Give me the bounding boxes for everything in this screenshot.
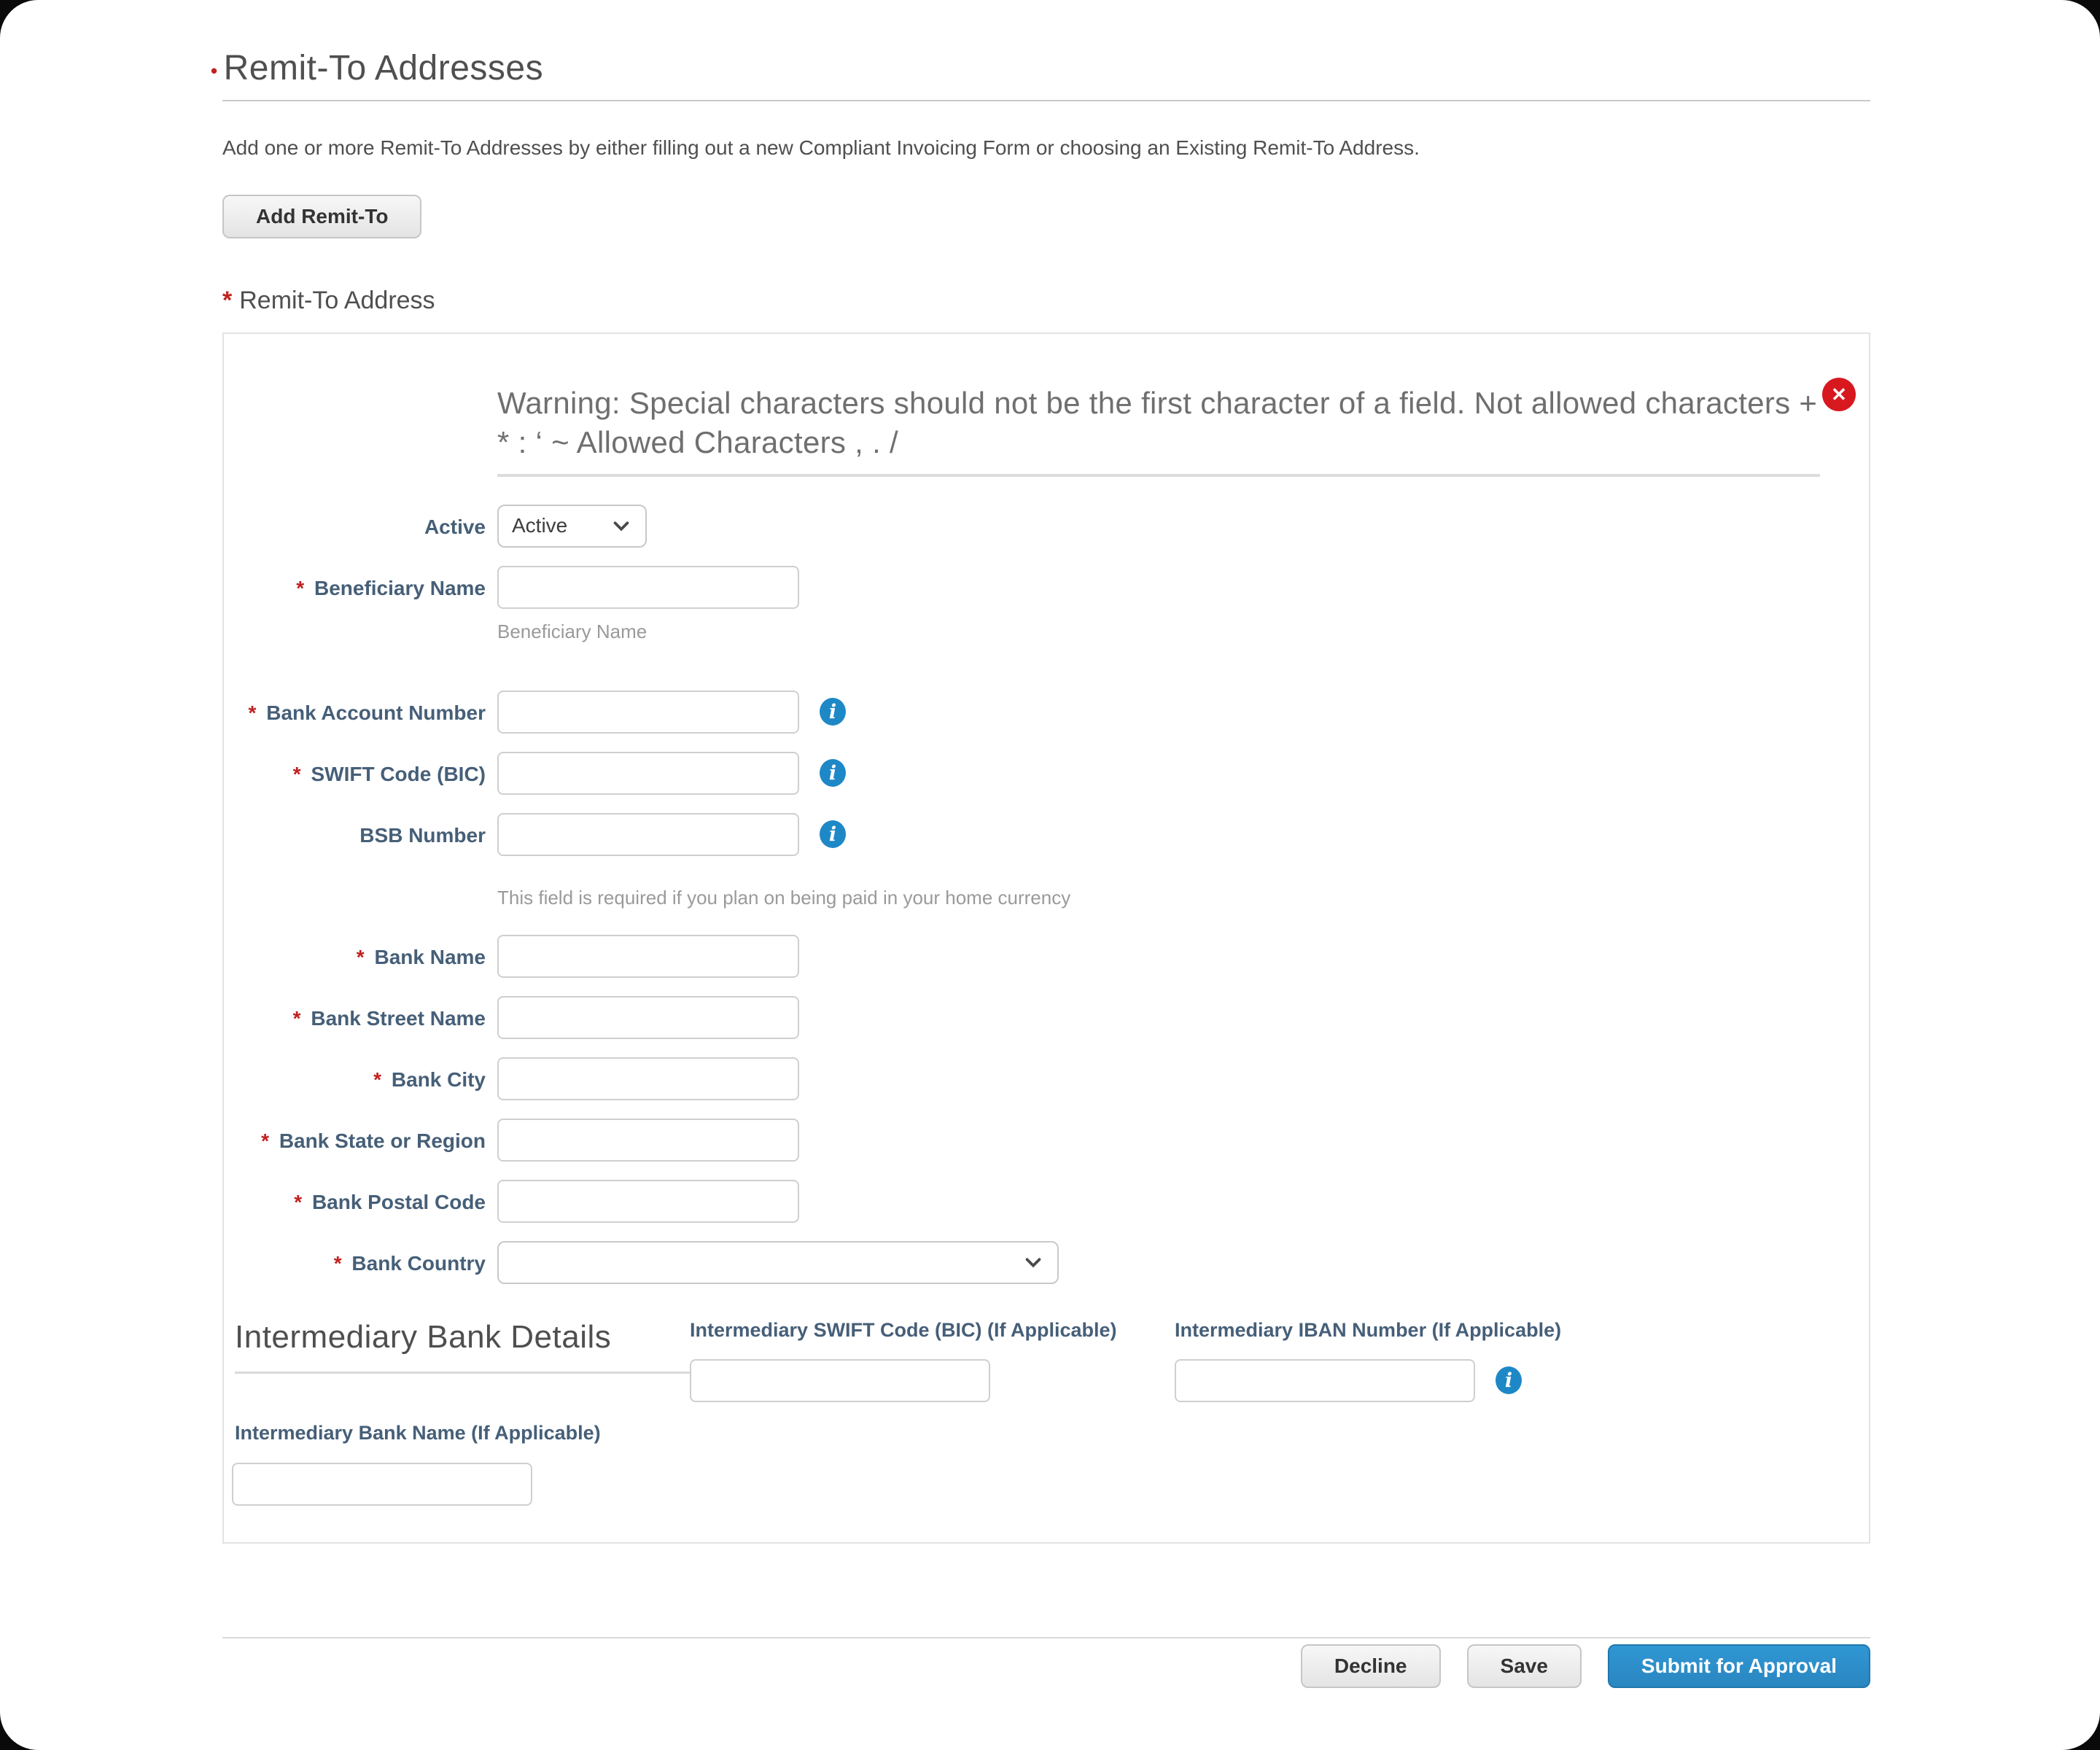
form-row-bsb-number <box>224 813 1869 909</box>
active-select-value: Active <box>512 514 568 537</box>
intermediary-swift-input[interactable] <box>690 1359 990 1402</box>
form-row-bank-state <box>224 1119 1869 1162</box>
required-dot-icon: • <box>211 59 218 82</box>
required-asterisk: * <box>292 762 301 785</box>
bank-name-input[interactable] <box>497 935 799 978</box>
bank-city-label: * Bank City <box>373 1068 486 1091</box>
intermediary-bank-name-label: Intermediary Bank Name (If Applicable) <box>235 1421 601 1444</box>
required-asterisk: * <box>261 1129 270 1152</box>
intermediary-swift-label: Intermediary SWIFT Code (BIC) (If Applicable) <box>690 1318 1117 1341</box>
warning-message: Warning: Special characters should not be the first character of a field. Not allowed characters + * : ‘ ~ Allowed Characters , . / <box>497 334 1820 477</box>
bank-country-select[interactable] <box>497 1241 1059 1284</box>
bank-state-input[interactable] <box>497 1119 799 1162</box>
active-label: Active <box>424 515 486 538</box>
intermediary-section <box>235 1319 1869 1402</box>
bank-account-number-input[interactable] <box>497 691 799 734</box>
form-row-bank-country <box>224 1241 1869 1284</box>
section-title <box>222 287 1870 315</box>
bsb-number-input[interactable] <box>497 813 799 856</box>
info-icon[interactable]: i <box>820 820 846 848</box>
page-description: Add one or more Remit-To Addresses by either filling out a new Compliant Invoicing Form or choosing an Existing Remit-To Address. <box>222 136 1420 159</box>
chevron-down-icon <box>1022 1251 1044 1273</box>
form-row-bank-street-name <box>224 996 1869 1039</box>
info-icon[interactable]: i <box>820 759 846 787</box>
bank-postal-code-input[interactable] <box>497 1180 799 1223</box>
intermediary-iban-input[interactable] <box>1175 1359 1475 1402</box>
bank-account-number-label: * Bank Account Number <box>248 701 486 724</box>
required-asterisk: * <box>222 287 233 314</box>
beneficiary-name-label: * Beneficiary Name <box>296 576 486 599</box>
close-icon: ✕ <box>1831 384 1847 405</box>
form-row-beneficiary-name <box>224 566 1869 672</box>
swift-code-input[interactable] <box>497 752 799 795</box>
info-icon[interactable]: i <box>820 698 846 726</box>
bank-city-input[interactable] <box>497 1057 799 1100</box>
form-row-bank-name <box>224 935 1869 978</box>
intermediary-bank-name-input[interactable] <box>232 1463 532 1506</box>
bsb-number-label: BSB Number <box>359 823 486 847</box>
intermediary-iban-field <box>1175 1319 1561 1402</box>
save-button[interactable]: Save <box>1467 1644 1582 1688</box>
section-title-text: Remit-To Address <box>239 287 435 314</box>
chevron-down-icon <box>610 515 632 537</box>
footer-actions <box>222 1644 1870 1688</box>
swift-code-label: * SWIFT Code (BIC) <box>292 762 486 785</box>
page-title <box>211 48 1870 88</box>
form-row-active <box>224 505 1869 548</box>
required-asterisk: * <box>292 1006 301 1030</box>
bank-postal-code-label: * Bank Postal Code <box>294 1190 486 1213</box>
bank-name-label: * Bank Name <box>356 945 486 968</box>
required-asterisk: * <box>248 701 257 724</box>
footer-divider <box>222 1637 1870 1638</box>
form-row-bank-account-number <box>224 691 1869 734</box>
active-select[interactable] <box>497 505 647 548</box>
intermediary-heading: Intermediary Bank Details <box>235 1319 690 1374</box>
bank-street-name-label: * Bank Street Name <box>292 1006 486 1030</box>
form-row-bank-city <box>224 1057 1869 1100</box>
bank-country-label: * Bank Country <box>333 1251 486 1275</box>
intermediary-iban-label: Intermediary IBAN Number (If Applicable) <box>1175 1318 1562 1341</box>
header-divider <box>222 100 1870 101</box>
intermediary-swift-field <box>690 1319 1175 1402</box>
address-form <box>224 505 1869 1284</box>
required-asterisk: * <box>356 945 365 968</box>
page-title-text: Remit-To Addresses <box>223 49 544 88</box>
bank-state-label: * Bank State or Region <box>261 1129 486 1152</box>
add-remit-to-button[interactable]: Add Remit-To <box>222 195 421 238</box>
form-row-swift-code <box>224 752 1869 795</box>
info-icon[interactable]: i <box>1496 1366 1522 1394</box>
required-asterisk: * <box>333 1251 342 1275</box>
remit-to-address-card <box>222 332 1870 1544</box>
decline-button[interactable]: Decline <box>1301 1644 1441 1688</box>
bank-street-name-input[interactable] <box>497 996 799 1039</box>
beneficiary-name-input[interactable] <box>497 566 799 609</box>
intermediary-bank-name-field <box>235 1422 1869 1506</box>
form-row-bank-postal-code <box>224 1180 1869 1223</box>
bsb-number-helper: This field is required if you plan on being paid in your home currency <box>497 886 1071 909</box>
required-asterisk: * <box>296 576 305 599</box>
required-asterisk: * <box>373 1068 382 1091</box>
required-asterisk: * <box>294 1190 303 1213</box>
remove-address-button[interactable] <box>1822 378 1856 411</box>
beneficiary-name-helper: Beneficiary Name <box>497 620 648 642</box>
page-content <box>0 48 2100 1688</box>
submit-for-approval-button[interactable]: Submit for Approval <box>1608 1644 1870 1688</box>
